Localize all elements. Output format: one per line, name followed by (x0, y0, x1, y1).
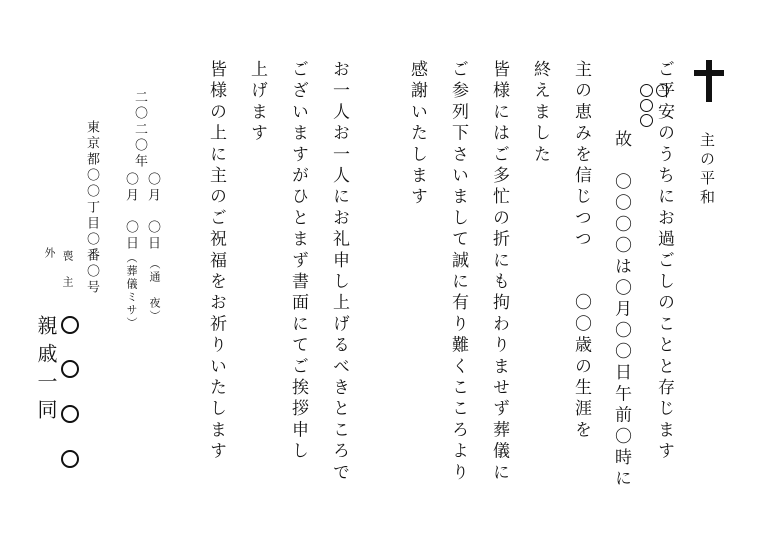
others-label: 外 (43, 247, 56, 260)
body-line-5: 皆様にはご多忙の折にも拘わりませず葬儀に (489, 60, 509, 484)
body-line-9: ございますがひとまず書面にてご挨拶申し (288, 60, 308, 463)
relatives: 親戚一同 (34, 315, 58, 427)
year: 二〇二〇年 (132, 90, 147, 170)
body-line-8: お一人お一人にお礼申し上げるべきところで (329, 60, 349, 484)
body-line-7: 感謝いたします (407, 60, 427, 209)
body-line-1: ご平安のうちにお過ごしのことと存じます (654, 60, 674, 463)
body-line-11: 皆様の上に主のご祝福をお祈りいたします (206, 60, 226, 463)
date-line-1-note: （通 夜） (148, 258, 161, 323)
date-line-2: 〇月 〇日 (123, 172, 138, 252)
date-line-2-note: （葬儀ミサ） (125, 252, 138, 330)
mourner-label: 喪 主 (61, 250, 74, 289)
greeting: 主の平和 (698, 132, 716, 208)
body-line-6: ご参列下さいまして誠に有り難くこころより (448, 60, 468, 484)
body-line-10: 上げます (247, 60, 267, 145)
address: 東京都〇〇丁目〇番〇号 (84, 120, 99, 296)
body-line-2: 故 〇〇〇〇は〇月〇〇日午前〇時に (611, 130, 631, 491)
body-line-4: 終えました (530, 60, 550, 166)
body-line-3: 主の恵みを信じつつ 〇〇歳の生涯を (571, 60, 591, 442)
date-line-1: 〇月 〇日 (145, 172, 160, 252)
cross-icon (692, 60, 726, 102)
